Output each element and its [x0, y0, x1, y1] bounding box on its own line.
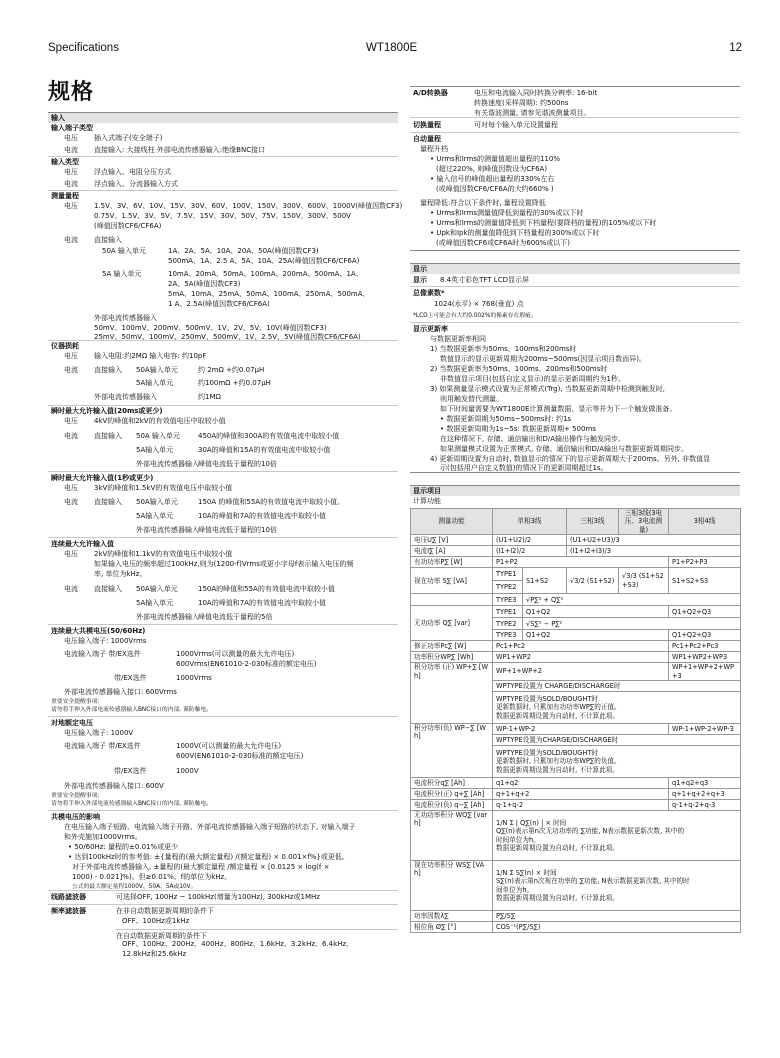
line: 量程升档 [420, 145, 448, 153]
cell-line: Q∑(n)表示第n次无功功率的 ∑功能, N表示数据更新次数, 其中的 [496, 827, 685, 836]
cell-line: S∑(n)表示第n次视在功率的 ∑功能, N表示数据更新次数, 其中的时 [496, 877, 690, 886]
calc-label: 计算功能 [413, 497, 441, 505]
value: 浮点输入、分流器输入方式 [94, 180, 178, 188]
value: OFF、100Hz、200Hz、400Hz、800Hz、1.6kHz、3.2kHz、6.4kHz、 [122, 940, 354, 948]
value: OFF、100Hz或1kHz [122, 917, 190, 925]
measure-range-block [48, 191, 403, 341]
cell: q-1+q-2 [493, 800, 669, 811]
line: • 数据更新周期为50ms~500ms时: 约1s [440, 415, 572, 423]
label: 电流 [64, 366, 78, 374]
line: • Urms和Irms的测量值超出量程的110% [430, 155, 560, 163]
cell: TYPE1 [493, 606, 523, 618]
line: 在这种情况下, 存储、通信输出和D/A输出操作与触发同步。 [440, 435, 625, 443]
section-heading: 自动量程 [413, 135, 441, 143]
value: 10A的峰值和7A的有效值电流中取较小值 [198, 599, 326, 607]
label: A/D转换器 [413, 89, 448, 97]
line: 1000) - 0.021]%)。但≥0.01%。f的单位为kHz。 [72, 873, 232, 881]
line: • 50/60Hz: 量程的±0.01%或更少 [68, 843, 179, 851]
section-heading: 仪器损耗 [51, 342, 79, 350]
label: 线路滤波器 [51, 893, 86, 901]
cell-line: 数据更新周期设置为自动时, 不计算此项。 [496, 843, 619, 852]
section-bar-input: 输入 [48, 112, 398, 123]
value: 插入式端子(安全端子) [94, 134, 163, 142]
value-line: 电压和电流输入同时转换分辨率: 16-bit [474, 89, 598, 97]
label: 电流 [64, 432, 78, 440]
cell-line: 更新数据时, 只累加有功功率WP∑的负值。 [496, 757, 621, 766]
cell: (I1+I2)/2 [493, 546, 567, 557]
cell: 修正功率Pc∑ [W] [411, 641, 493, 652]
peak1s-block [48, 472, 398, 538]
cell: 积分功率 (正) WP+∑ [Wh] [411, 663, 493, 724]
cell [493, 861, 741, 911]
value-line: 有关谐波测量, 请参见谐波测量项目。 [474, 109, 591, 117]
cell: 电流积分(正) q+∑ [Ah] [411, 789, 493, 800]
cell: √3/3 (S1+S2+S3) [619, 568, 669, 594]
value-line: 10mA、20mA、50mA、100mA、200mA、500mA、1A、 [168, 270, 363, 278]
value: 在自动数据更新周期的条件下 [116, 929, 398, 942]
page-number: 12 [729, 42, 742, 54]
section-heading: 测量量程 [51, 192, 79, 200]
line: 则用触发替代测量。 [440, 395, 503, 403]
value-line: 1 A、2.5A(峰值因数CF6/CF6A) [168, 300, 270, 308]
cell: S1+S2 [523, 568, 567, 594]
calc-table [410, 508, 741, 933]
value-line: 2kV的峰值和1.1kV的有效值电压中取较小值 [94, 550, 233, 558]
value-line: (峰值因数CF6/CF6A) [94, 222, 162, 230]
formula: 1/N Σ S∑(n) × 时间 [496, 868, 557, 877]
section-heading: 对地额定电压 [51, 719, 93, 727]
section-heading: 输入端子类型 [51, 124, 93, 132]
value: 输入电阻:约2MΩ 输入电容: 约10pF [94, 352, 207, 360]
cell: 有功功率P∑ [W] [411, 557, 493, 568]
line: 在电压输入端子短路、电流输入端子开路、外部电流传感器输入端子短路的状态下, 对输入端子 [64, 823, 356, 831]
cell-line: 数据更新周期设置为自动时, 不计算此项。 [496, 765, 619, 774]
label: 电流输入端子 带/EX选件 [64, 650, 141, 658]
range-switch-row [410, 118, 740, 133]
cell: Q1+Q2+Q3 [669, 630, 741, 641]
cell: Q1+Q2 [523, 606, 669, 618]
page-header [48, 44, 742, 60]
cell-line: 间单位为h。 [496, 885, 534, 894]
label: 电压 [64, 352, 78, 360]
loss-block [48, 341, 398, 406]
display-row [410, 274, 740, 287]
section-heading: 显示更新率 [413, 325, 448, 333]
cell: S1+S2+S3 [669, 568, 741, 594]
line: 和外壳施加1000Vrms。 [64, 833, 142, 841]
cell: WPTYPE设置为 CHARGE/DISCHARGE时 [493, 681, 741, 692]
cell: COS⁻¹(P∑/S∑) [493, 922, 741, 933]
value-line: 0.75V、1.5V、3V、5V、7.5V、15V、30V、50V、75V、150V、300V、500V [94, 212, 351, 220]
value: 4kV的峰值和2kV的有效值电压中取较小值 [94, 417, 226, 425]
label: 电流 [64, 236, 78, 244]
line: 1) 当数据更新率为50ms、100ms和200ms时 [430, 345, 577, 353]
freq-filter-row [48, 905, 398, 963]
cell: P1+P2 [493, 557, 669, 568]
value-line: 如果输入电压的频率超过100kHz,则为(1200-f)Vrms或更小字母f表示输入电压的频 [94, 560, 354, 568]
value-line: 1000Vrms(可以测量的最大允许电压) [176, 650, 295, 658]
label: 显示 [413, 276, 427, 284]
label: 外部电流传感器输入 [94, 314, 157, 322]
pixels-block [410, 287, 740, 323]
ground-voltage-block [48, 717, 398, 811]
cell: WP1+WP2 [493, 652, 669, 663]
update-rate-block [410, 323, 740, 473]
cell: 电压U∑ [V] [411, 535, 493, 546]
peak20ms-block [48, 406, 398, 472]
label: 直接输入 [94, 366, 122, 374]
line: 3) 如果测量显示模式设置为正常模式(Trg), 当数据更新周期中检测到触发时, [430, 385, 665, 393]
section-heading: 输入类型 [51, 158, 79, 166]
value: 3kV的峰值和1.5kV的有效值电压中取较小值 [94, 484, 233, 492]
value: 8.4英寸彩色TFT LCD显示屏 [440, 276, 529, 284]
cell: (I1+I2+I3)/3 [567, 546, 741, 557]
cell: WP-1+WP-2 [493, 724, 669, 735]
cell: 电流积分q∑ [Ah] [411, 778, 493, 789]
value-line: 50mV、100mV、200mV、500mV、1V、2V、5V、10V(峰值因数CF3) [94, 324, 327, 332]
section-heading: 瞬时最大允许输入值(1秒或更少) [51, 474, 154, 482]
table-header: 三相3线 [567, 509, 619, 535]
cell: 电流积分(负) q−∑ [Ah] [411, 800, 493, 811]
value: 约100mΩ +约0.07μH [198, 379, 271, 387]
value: 150A的峰值和55A的有效值电流中取较小值 [198, 585, 335, 593]
cell: 视在功率积分 WS∑ [VAh] [411, 861, 493, 911]
safety-note: 请勿将手伸入外部电流传感器输入BNC接口的内部, 谨防触电。 [51, 707, 212, 713]
cell: 功率积分WP∑ [Wh] [411, 652, 493, 663]
value: 10A的峰值和7A的有效值电流中取较小值 [198, 512, 326, 520]
cell: q-1+q-2+q-3 [669, 800, 741, 811]
label: 频率滤波器 [51, 907, 86, 915]
label: 电压 [64, 202, 78, 210]
unit-label: 外部电流传感器输入 [136, 613, 199, 621]
safety-note: 重要安全提醒事项: [51, 699, 100, 705]
line: 2) 当数据更新率为50ms、100ms、200ms和500ms时 [430, 365, 608, 373]
value: 直接输入: 大接线柱 外部电流传感器输入:绝缘BNC接口 [94, 146, 266, 154]
cell: q+1+q+2 [493, 789, 669, 800]
unit-label: 5A输入单元 [136, 599, 174, 607]
unit-label: 5A输入单元 [136, 379, 174, 387]
line: 4) 更新周期设置为自动时, 数值显示的情况下的显示更新周期大于200ms。另外, 非数值显 [430, 455, 711, 463]
value: 峰值电流低于量程的10倍 [198, 460, 277, 468]
value-line: 5mA、10mA、25mA、50mA、100mA、250mA、500mA、 [168, 290, 370, 298]
cell: q1+q2 [493, 778, 669, 789]
cell: √S∑² − P∑² [523, 618, 741, 630]
value: 30A的峰值和15A的有效值电流中取较小值 [198, 446, 331, 454]
label: 直接输入 [94, 432, 122, 440]
line: • Upk和Ipk的测量值降低到下档量程的300%或以下时 [430, 229, 600, 237]
continuous-block [48, 538, 398, 625]
label: 电流输入端子 带/EX选件 [64, 742, 141, 750]
formula: 1/N Σ | Q∑(n) | × 时间 [496, 818, 567, 827]
ad-converter-row [410, 86, 740, 118]
footnote: *LCD上可能会有大约0.002%的像素存在瑕疵。 [413, 313, 537, 319]
cell [493, 746, 741, 778]
line: 与数据更新率相同 [430, 335, 486, 343]
cell: TYPE3 [493, 630, 523, 641]
label: 电压 [64, 417, 78, 425]
cell: Q1+Q2+Q3 [669, 606, 741, 618]
cell: P1+P2+P3 [669, 557, 741, 568]
cell-line: WPTYPE设置为SOLD/BOUGHT时 [496, 748, 598, 757]
line: • 输入信号的峰值超出量程的330%左右 [430, 175, 555, 183]
value-line: 率, 单位为kHz。 [94, 570, 147, 578]
unit-label: 50A输入单元 [136, 585, 178, 593]
label: 电流 [64, 585, 78, 593]
cell: 积分功率(负) WP−∑ [Wh] [411, 724, 493, 778]
table-header: 3相4线 [669, 509, 741, 535]
section-bar-display: 显示 [410, 263, 740, 274]
line: (超过220%, 则峰值因数设为CF6A) [436, 165, 548, 173]
value: 可选择OFF, 100Hz ~ 100kHz(增量为100Hz), 300kHz或1MHz [116, 893, 320, 901]
value: 450A的峰值和300A的有效值电流中取较小值 [198, 432, 340, 440]
label: 电流 [64, 180, 78, 188]
line-filter-row [48, 891, 398, 905]
cell: Pc1+Pc2+Pc3 [669, 641, 741, 652]
cell-line: 时间单位为h。 [496, 835, 540, 844]
line: 示(包括用户自定义数值)的情况下的更新周期超过1s。 [440, 464, 608, 472]
line: 公式的最大额定量程1000V、50A、5A或10V。 [72, 884, 197, 890]
label: 电流 [64, 146, 78, 154]
cell: (U1+U2+U3)/3 [567, 535, 741, 546]
terminal-type-block [48, 123, 398, 157]
label: 切换量程 [413, 121, 441, 129]
value-line: 25mV、50mV、100mV、250mV、500mV、1V、2.5V、5V(峰值因数CF6/CF6A) [94, 333, 361, 341]
cell: WP-1+WP-2+WP-3 [669, 724, 741, 735]
cell: Pc1+Pc2 [493, 641, 669, 652]
value: 浮点输入、电阻分压方式 [94, 168, 171, 176]
line: 外部电流传感器输入接口: 600Vrms [64, 688, 177, 696]
label: 直接输入 [94, 585, 122, 593]
label: 电流 [64, 498, 78, 506]
line: 外部电流传感器输入接口: 600V [64, 782, 164, 790]
cell: q1+q2+q3 [669, 778, 741, 789]
value: 150A 的峰值和55A的有效值电流中取较小值。 [198, 498, 345, 506]
value: 约 2mΩ +约0.07μH [198, 366, 265, 374]
value-line: 500mA、1A、2.5 A、5A、10A、25A(峰值因数CF6/CF6A) [168, 257, 360, 265]
cell [493, 811, 741, 861]
left-column [48, 112, 403, 963]
safety-note: 重要安全提醒事项: [51, 793, 100, 799]
cell: 相位角 Ø∑ [°] [411, 922, 493, 933]
cell: (U1+U2)/2 [493, 535, 567, 546]
value: 在非自动数据更新周期的条件下 [116, 907, 214, 915]
cell: TYPE2 [493, 618, 523, 630]
cell: TYPE2 [493, 581, 523, 594]
cell: 视在功率 S∑ [VA] [411, 568, 493, 594]
value: 1000Vrms [176, 674, 212, 682]
value-line: 1.5V、3V、6V、10V、15V、30V、60V、100V、150V、300V、600V、1000V(峰值因数CF3) [94, 202, 403, 210]
line: • 数据更新周期为1s~5s: 数据更新周期+ 500ms [440, 425, 596, 433]
section-bar-items: 显示项目 [410, 485, 740, 496]
input-type-block [48, 157, 398, 191]
unit-label: 50A输入单元 [136, 498, 178, 506]
value-line: 600Vrms(EN61010-2-030标准的额定电压) [176, 660, 317, 668]
value: 可对每个输入单元设置量程 [474, 121, 558, 129]
page-title: 规格 [48, 80, 95, 105]
line: 如果测量模式设置为正常模式, 存储、通信输出和D/A输出与数据更新周期同步。 [440, 445, 688, 453]
unit-label: 50A 输入单元 [136, 432, 180, 440]
line: • 达到100kHz时的参考值: ±{量程的(最大额定量程) /(额定量程) × 0.001×f%}或更低。 [68, 853, 349, 861]
label: 直接输入 [94, 498, 122, 506]
right-column [410, 86, 740, 933]
cell: 无功功率积分 WQ∑ [varh] [411, 811, 493, 861]
line: (或峰值因数CF6或CF6A时为600%或以下) [436, 239, 570, 247]
value-line: 转换速度(采样周期): 约500ns [474, 99, 569, 107]
label: 电压 [64, 168, 78, 176]
cmv-influence-block [48, 811, 398, 891]
value-line: 2A、5A(峰值因数CF3) [168, 280, 241, 288]
unit-label: 5A 输入单元 [102, 270, 142, 278]
line: 电压输入端子: 1000Vrms [64, 637, 147, 645]
section-heading: 共模电压的影响 [51, 813, 100, 821]
cell-line: 数据更新周期设置为自动时, 不计算此项。 [496, 893, 619, 902]
line: • Urms和Irms的测量值降低到下档量程(要降档的量程)的105%或以下时 [430, 219, 657, 227]
label: 电压 [64, 484, 78, 492]
unit-label: 5A输入单元 [136, 446, 174, 454]
cell: 电流I∑ [A] [411, 546, 493, 557]
cell: √P∑² + Q∑² [523, 594, 741, 606]
cell: WP+1+WP+2 [493, 663, 669, 681]
common-mode-block [48, 625, 398, 717]
cell: WP+1+WP+2+WP+3 [669, 663, 741, 681]
unit-label: 外部电流传感器输入 [136, 460, 199, 468]
value: 1024(水平) × 768(垂直) 点 [434, 300, 524, 308]
cell: 功率因数λ∑ [411, 911, 493, 922]
line: 如下时间量需要为WT1800E计算测量数据、显示等并为下一个触发做准备。 [440, 405, 677, 413]
cell: q+1+q+2+q+3 [669, 789, 741, 800]
value-line: 1A、2A、5A、10A、20A、50A(峰值因数CF3) [168, 247, 319, 255]
cell: Q1+Q2 [523, 630, 669, 641]
cell-line: WPTYPE设置为SOLD/BOUGHT时 [496, 694, 598, 703]
label: 带/EX选件 [114, 674, 147, 682]
label: 直接输入 [94, 236, 122, 244]
value-line: 600V(EN61010-2-030标准的额定电压) [176, 752, 304, 760]
section-heading: 总像素数* [413, 289, 445, 297]
value: 1000V [176, 767, 199, 775]
label: 电压 [64, 134, 78, 142]
cell: √3/2 (S1+S2) [567, 568, 619, 594]
cell: P∑/S∑ [493, 911, 741, 922]
line: 量程降低:符合以下条件时, 量程设置降低 [420, 199, 546, 207]
unit-label: 外部电流传感器输入 [136, 526, 199, 534]
cell-line: 数据更新周期设置为自动时, 不计算此项。 [496, 711, 619, 720]
line: 电压输入端子: 1000V [64, 729, 134, 737]
value: 峰值电流低于量程的5倍 [198, 613, 273, 621]
section-heading: 连续最大允许输入值 [51, 540, 114, 548]
line: 非数值显示项目(包括自定义显示)的显示更新周期约为1秒。 [440, 375, 625, 383]
safety-note: 请勿将手伸入外部电流传感器输入BNC接口的内部, 谨防触电。 [51, 801, 212, 807]
cell: TYPE3 [493, 594, 523, 606]
unit-label: 5A输入单元 [136, 512, 174, 520]
unit-label: 50A输入单元 [136, 366, 178, 374]
cell [493, 692, 741, 724]
table-header: 测量功能 [411, 509, 493, 535]
line: 对于外部电流传感器输入, ±量程的(最大额定量程 /额定量程 × [0.0125 × log(f × [72, 863, 330, 871]
header-left: Specifications [48, 42, 119, 54]
line: • Urms和Irms测量值降低到量程的30%或以下时 [430, 209, 584, 217]
unit-label: 外部电流传感器输入 [94, 393, 157, 401]
table-header: 三相3线(3电压、3电流测量) [619, 509, 669, 535]
cell: WPTYPE设置为CHARGE/DISCHARGE时 [493, 735, 741, 746]
unit-label: 50A 输入单元 [102, 247, 146, 255]
value: 12.8kHz和25.6kHz [122, 950, 187, 958]
value-line: 1000V(可以测量的最大允许电压) [176, 742, 282, 750]
cell: TYPE1 [493, 568, 523, 581]
table-header: 单相3线 [493, 509, 567, 535]
cell: 无功功率 Q∑ [var] [411, 606, 493, 641]
section-heading: 连续最大共模电压(50/60Hz) [51, 627, 146, 635]
label: 电压 [64, 550, 78, 558]
header-center: WT1800E [366, 42, 418, 54]
line: 数值显示的显示更新周期为200ms~500ms(因显示项目数而异)。 [440, 355, 646, 363]
line: (或峰值因数CF6/CF6A的大约660% ) [436, 185, 554, 193]
value: 约1MΩ [198, 393, 221, 401]
cell-line: 更新数据时, 只累加有功功率WP∑的正值。 [496, 703, 621, 712]
label: 带/EX选件 [114, 767, 147, 775]
cell: WP1+WP2+WP3 [669, 652, 741, 663]
value: 峰值电流低于量程的10倍 [198, 526, 277, 534]
auto-range-block [410, 133, 740, 251]
section-heading: 瞬时最大允许输入值(20ms或更少) [51, 407, 163, 415]
